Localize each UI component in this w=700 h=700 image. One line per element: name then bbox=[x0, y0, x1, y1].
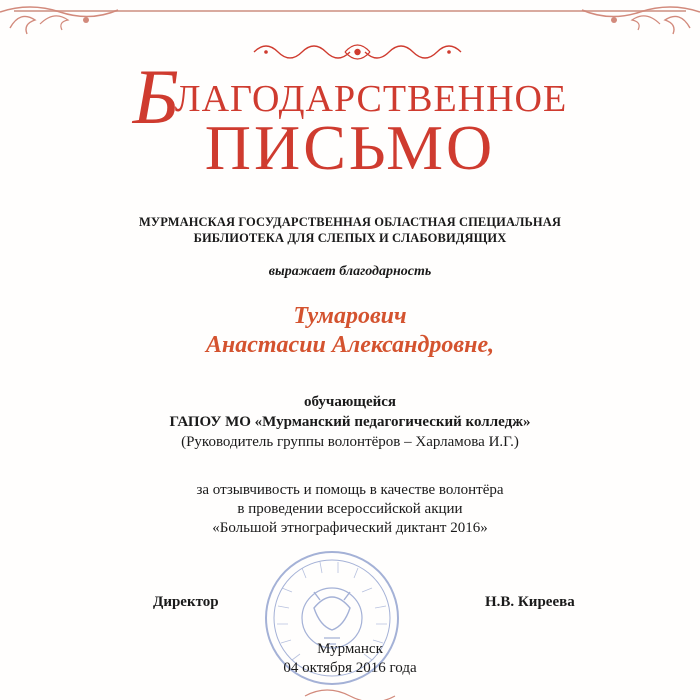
reason-line-3: «Большой этнографический диктант 2016» bbox=[212, 520, 488, 536]
reason-line-2: в проведении всероссийской акции bbox=[237, 501, 463, 517]
director-position: Директор bbox=[153, 594, 219, 610]
thanks-reason bbox=[0, 481, 700, 538]
place: Мурманск bbox=[317, 641, 383, 657]
recipient-name-patronymic: Анастасии Александровне, bbox=[205, 332, 495, 358]
group-supervisor: (Руководитель группы волонтёров – Харламова И.Г.) bbox=[181, 434, 519, 450]
date: 04 октября 2016 года bbox=[283, 660, 417, 676]
student-institution: ГАПОУ МО «Мурманский педагогический колледж» bbox=[169, 414, 531, 430]
title-initial-letter: Б bbox=[132, 53, 179, 140]
recipient-name bbox=[0, 302, 700, 360]
ornament-corner-right-icon bbox=[580, 0, 700, 40]
certificate-title-line-2: ПИСЬМО bbox=[204, 112, 496, 183]
organization-name bbox=[0, 214, 700, 246]
title-rest: ЛАГОДАРСТВЕННОЕ bbox=[174, 78, 568, 120]
reason-line-1: за отзывчивость и помощь в качестве волонтёра bbox=[196, 482, 504, 498]
student-info bbox=[0, 392, 700, 452]
organization-line-2: БИБЛИОТЕКА ДЛЯ СЛЕПЫХ И СЛАБОВИДЯЩИХ bbox=[193, 231, 507, 245]
expresses-thanks-text: выражает благодарность bbox=[268, 264, 432, 279]
student-status: обучающейся bbox=[303, 394, 397, 410]
ornament-footer-icon bbox=[300, 686, 400, 700]
recipient-surname: Тумарович bbox=[293, 303, 407, 329]
place-and-date bbox=[0, 640, 700, 678]
organization-line-1: МУРМАНСКАЯ ГОСУДАРСТВЕННАЯ ОБЛАСТНАЯ СПЕЦИАЛЬНАЯ bbox=[139, 215, 561, 229]
director-name: Н.В. Киреева bbox=[485, 594, 575, 610]
ornament-corner-left-icon bbox=[0, 0, 120, 40]
